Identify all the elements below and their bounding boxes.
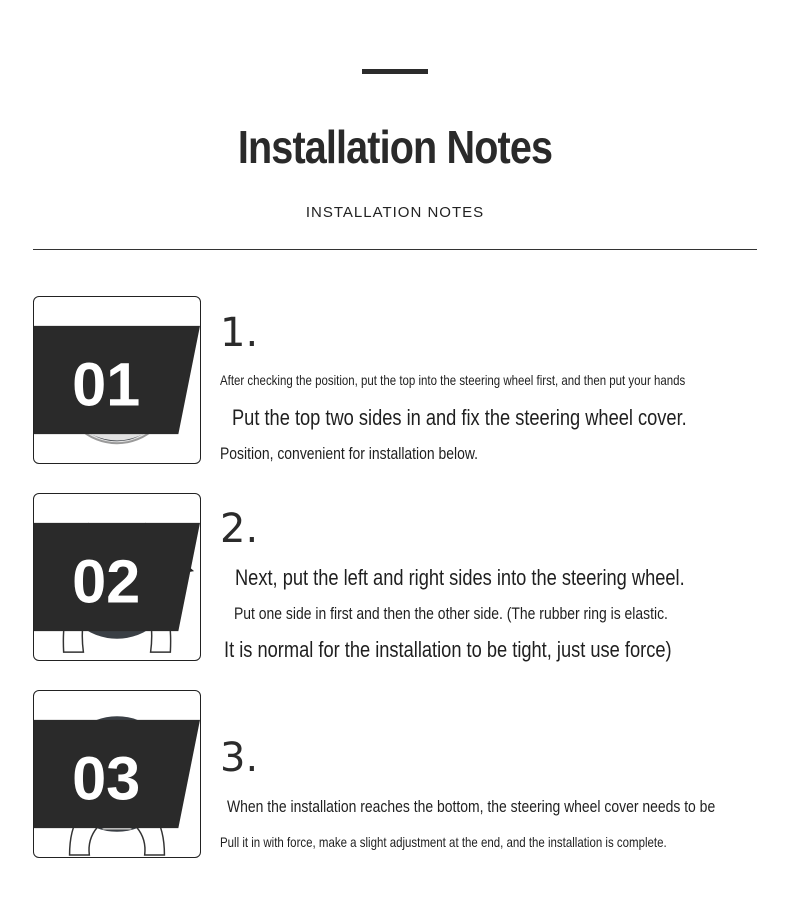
step-3-badge: [34, 691, 200, 857]
step-1-line-2: Put the top two sides in and fix the steering wheel cover.: [232, 405, 687, 430]
top-accent-bar: [362, 69, 428, 74]
step-3-line-1: When the installation reaches the bottom, the steering wheel cover needs to be: [227, 797, 716, 816]
step-2-line-3: It is normal for the installation to be tight, just use force): [224, 637, 672, 662]
page-subtitle: INSTALLATION NOTES: [305, 204, 485, 221]
step-2-line-1: Next, put the left and right sides into the steering wheel.: [235, 565, 685, 590]
step-3-number: 3.: [220, 735, 259, 781]
page-title: Installation Notes: [237, 121, 553, 173]
step-1-badge: [34, 297, 200, 463]
step-1-line-1: After checking the position, put the top into the steering wheel first, and then put your hands: [220, 372, 686, 388]
header-divider: [33, 249, 757, 250]
step-3-illustration: [33, 690, 201, 858]
svg-text:02: 02: [72, 546, 141, 616]
step-2-illustration: [33, 493, 201, 661]
step-2-number: 2.: [220, 506, 259, 552]
svg-text:01: 01: [72, 349, 141, 419]
step-1-number: 1.: [220, 310, 259, 356]
step-3-line-2: Pull it in with force, make a slight adjustment at the end, and the installation is complete.: [220, 834, 667, 850]
step-1-line-3: Position, convenient for installation below.: [220, 444, 479, 463]
step-2-line-2: Put one side in first and then the other side. (The rubber ring is elastic.: [234, 604, 668, 623]
step-2-badge: [34, 494, 200, 660]
svg-text:03: 03: [72, 743, 141, 813]
step-1-illustration: [33, 296, 201, 464]
